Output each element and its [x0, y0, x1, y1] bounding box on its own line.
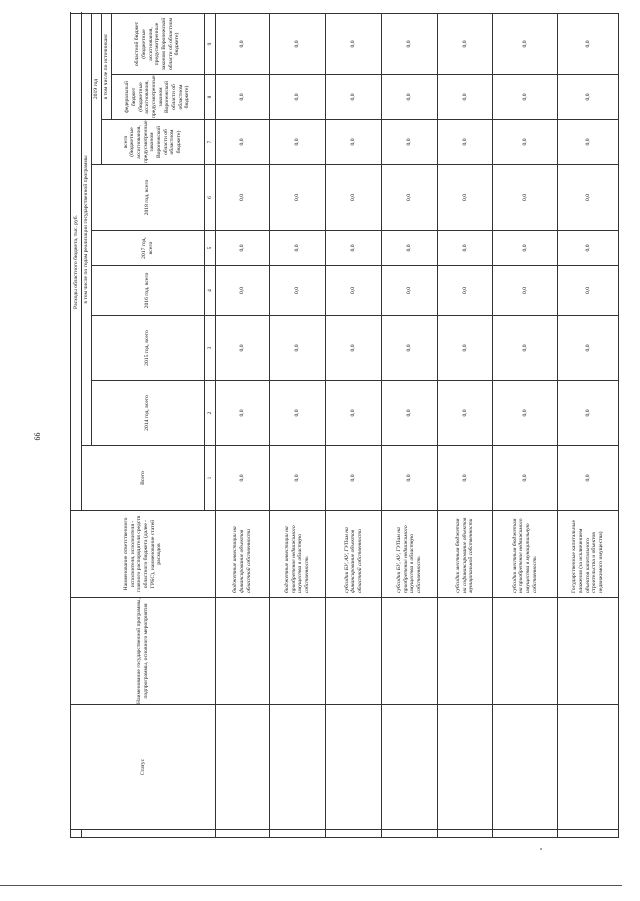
- value-cell: 0,0: [437, 381, 493, 446]
- value-cell: 0,0: [381, 266, 437, 316]
- colnum-9: 9: [204, 14, 215, 75]
- header-2017: 2017 год, всего: [91, 231, 204, 266]
- value-cell: 0,0: [326, 165, 382, 231]
- expense-item-name: субсидии местным бюджетам на софинансирование объектов муниципальной собственности: [437, 511, 493, 598]
- header-2019-fed: федеральный бюджет (бюджетные ассигнования, предусмотренные законом Воронежской области об областном бюджете): [111, 75, 204, 120]
- header-2016: 2016 год, всего: [91, 266, 204, 316]
- value-cell: 0,0: [215, 120, 269, 165]
- program-cell: [493, 598, 558, 705]
- colnum-3: 3: [204, 316, 215, 381]
- value-cell: 0,0: [215, 14, 269, 75]
- value-cell: 0,0: [493, 14, 558, 75]
- colnum-1: 1: [204, 446, 215, 511]
- table-row: [493, 14, 558, 838]
- value-cell: 0,0: [326, 14, 382, 75]
- value-cell: 0,0: [558, 120, 619, 165]
- program-cell: [558, 598, 619, 705]
- header-2018: 2018 год, всего: [91, 165, 204, 231]
- table-row: [215, 14, 269, 838]
- value-cell: 0,0: [326, 266, 382, 316]
- header-executor: Наименование ответственного исполнителя, исполнителя - главного распорядителя средств областного бюджета (далее - ГРБС), наименование статей расходов: [71, 511, 216, 598]
- header-2014: 2014 год, всего: [91, 381, 204, 446]
- value-cell: 0,0: [437, 446, 493, 511]
- colnum-6: 6: [204, 165, 215, 231]
- header-2019-sources: в том числе по источникам:: [101, 14, 111, 120]
- value-cell: 0,0: [437, 266, 493, 316]
- row-edge-cell: [326, 830, 382, 838]
- value-cell: 0,0: [381, 75, 437, 120]
- value-cell: 0,0: [493, 165, 558, 231]
- value-cell: 0,0: [493, 75, 558, 120]
- row-edge-cell: [493, 830, 558, 838]
- table-row: [437, 14, 493, 838]
- header-strip-row: [71, 14, 82, 838]
- value-cell: 0,0: [326, 75, 382, 120]
- value-cell: 0,0: [558, 14, 619, 75]
- value-cell: 0,0: [558, 266, 619, 316]
- row-edge-cell: [215, 830, 269, 838]
- status-cell: [493, 705, 558, 830]
- value-cell: 0,0: [437, 165, 493, 231]
- value-cell: 0,0: [326, 446, 382, 511]
- colnum-5: 5: [204, 231, 215, 266]
- value-cell: 0,0: [215, 165, 269, 231]
- value-cell: 0,0: [269, 75, 326, 120]
- value-cell: 0,0: [215, 446, 269, 511]
- program-cell: [437, 598, 493, 705]
- colnum-8: 8: [204, 75, 215, 120]
- colnum-4: 4: [204, 266, 215, 316]
- value-cell: 0,0: [493, 266, 558, 316]
- status-cell: [215, 705, 269, 830]
- header-status: Статус: [71, 705, 216, 830]
- value-cell: 0,0: [437, 231, 493, 266]
- program-cell: [269, 598, 326, 705]
- value-cell: 0,0: [558, 316, 619, 381]
- scan-edge-line: [0, 885, 622, 886]
- value-cell: 0,0: [269, 446, 326, 511]
- value-cell: 0,0: [215, 231, 269, 266]
- header-2019-reg: областной бюджет (бюджетные ассигнования, предусмотренные законом Воронежской области об областном бюджете): [111, 14, 204, 75]
- value-cell: 0,0: [326, 231, 382, 266]
- row-edge-cell: [437, 830, 493, 838]
- table-row: [269, 14, 326, 838]
- program-cell: [381, 598, 437, 705]
- header-expenses: Расходы областного бюджета, тыс. руб.: [71, 14, 82, 511]
- value-cell: 0,0: [558, 381, 619, 446]
- status-cell: [326, 705, 382, 830]
- value-cell: 0,0: [437, 75, 493, 120]
- expense-item-name: субсидии местным бюджетам на приобретение недвижимого имущества в муниципальную собственность: [493, 511, 558, 598]
- expense-item-name: Государственные капитальные вложения (за исключением объектов капитального строительства и объектов недвижимого имущества): [558, 511, 619, 598]
- status-cell: [381, 705, 437, 830]
- expense-item-name: субсидии БУ, АУ, ГУПам на финансирование объектов областной собственности: [326, 511, 382, 598]
- value-cell: 0,0: [326, 381, 382, 446]
- status-cell: [437, 705, 493, 830]
- value-cell: 0,0: [269, 266, 326, 316]
- row-edge-cell: [558, 830, 619, 838]
- table-row: [381, 14, 437, 838]
- value-cell: 0,0: [215, 266, 269, 316]
- row-edge-cell: [269, 830, 326, 838]
- program-cell: [326, 598, 382, 705]
- table-row: [558, 14, 619, 838]
- header-2019-all: всего (бюджетные ассигнования, предусмотренные законом Воронежской области об областном бюджете): [101, 120, 204, 165]
- value-cell: 0,0: [493, 231, 558, 266]
- expenses-table: [70, 13, 619, 838]
- value-cell: 0,0: [381, 165, 437, 231]
- scan-speck: [540, 848, 542, 850]
- value-cell: 0,0: [381, 120, 437, 165]
- rotated-table-container: [70, 14, 619, 838]
- value-cell: 0,0: [493, 316, 558, 381]
- expense-item-name: бюджетные инвестиции на приобретение недвижимого имущества в областную собственность: [269, 511, 326, 598]
- value-cell: 0,0: [558, 446, 619, 511]
- value-cell: 0,0: [269, 165, 326, 231]
- value-cell: 0,0: [493, 381, 558, 446]
- value-cell: 0,0: [215, 75, 269, 120]
- value-cell: 0,0: [215, 316, 269, 381]
- header-program: Наименование государственной программы, подпрограммы, основного мероприятия: [71, 598, 216, 705]
- header-years-sub: в том числе по годам реализации государственной программы: [82, 14, 92, 446]
- value-cell: 0,0: [558, 75, 619, 120]
- value-cell: 0,0: [381, 231, 437, 266]
- expense-item-name: бюджетные инвестиции на финансирование объектов областной собственности: [215, 511, 269, 598]
- program-cell: [215, 598, 269, 705]
- value-cell: 0,0: [381, 381, 437, 446]
- document-sheet: [70, 14, 619, 838]
- value-cell: 0,0: [215, 381, 269, 446]
- row-edge-cell: [381, 830, 437, 838]
- colnum-2: 2: [204, 381, 215, 446]
- value-cell: 0,0: [269, 14, 326, 75]
- status-cell: [269, 705, 326, 830]
- value-cell: 0,0: [381, 446, 437, 511]
- value-cell: 0,0: [381, 316, 437, 381]
- value-cell: 0,0: [558, 165, 619, 231]
- value-cell: 0,0: [437, 316, 493, 381]
- value-cell: 0,0: [493, 446, 558, 511]
- value-cell: 0,0: [269, 231, 326, 266]
- value-cell: 0,0: [269, 120, 326, 165]
- value-cell: 0,0: [269, 381, 326, 446]
- value-cell: 0,0: [326, 316, 382, 381]
- value-cell: 0,0: [437, 14, 493, 75]
- value-cell: 0,0: [437, 120, 493, 165]
- value-cell: 0,0: [269, 316, 326, 381]
- header-2019: 2019 год: [91, 14, 101, 165]
- value-cell: 0,0: [381, 14, 437, 75]
- value-cell: 0,0: [326, 120, 382, 165]
- page-number: 99: [32, 432, 42, 441]
- value-cell: 0,0: [493, 120, 558, 165]
- header-2015: 2015 год, всего: [91, 316, 204, 381]
- header-total: Всего: [82, 446, 205, 511]
- status-cell: [558, 705, 619, 830]
- colnum-7: 7: [204, 120, 215, 165]
- expense-item-name: субсидии БУ, АУ, ГУПам на приобретение недвижимого имущества в областную собственность: [381, 511, 437, 598]
- table-row: [326, 14, 382, 838]
- value-cell: 0,0: [558, 231, 619, 266]
